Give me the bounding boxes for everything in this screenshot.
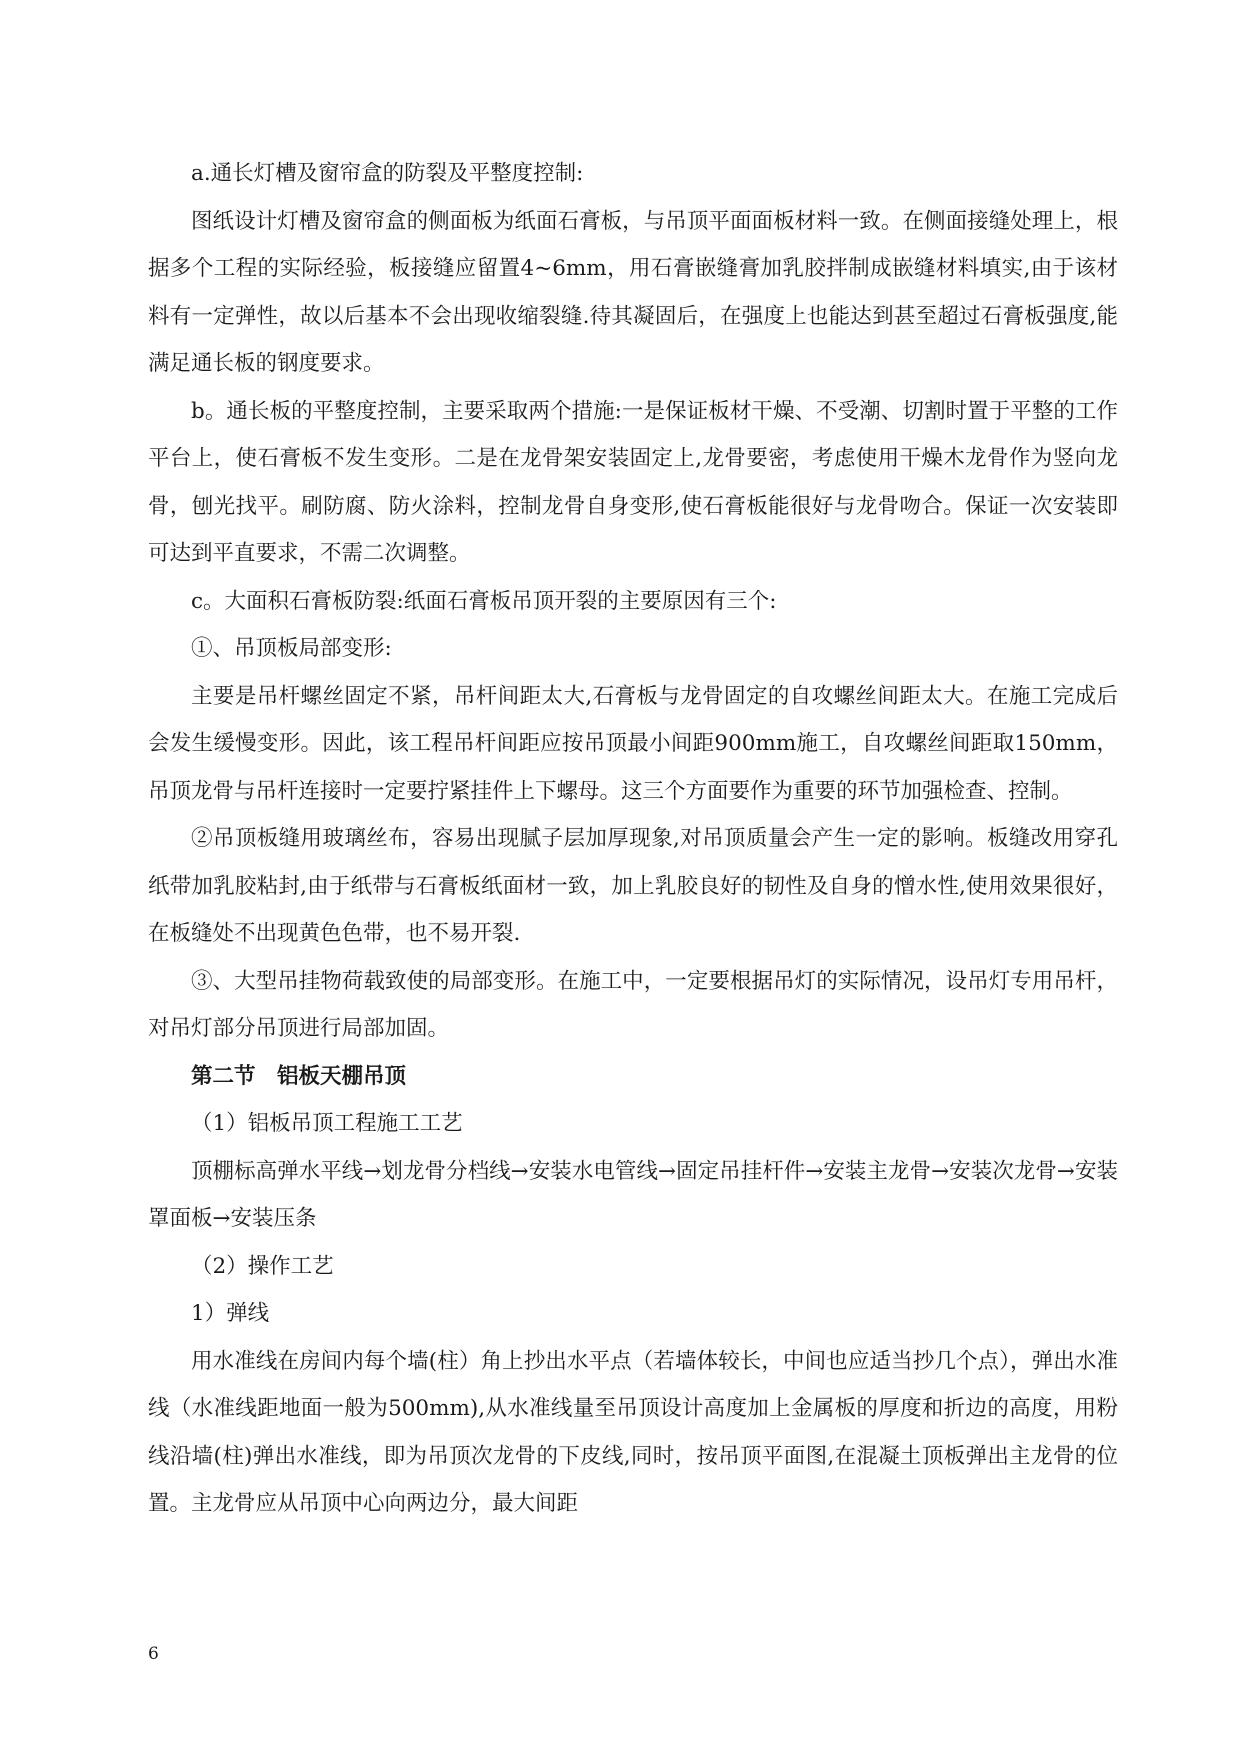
step-1-heading: 1）弹线 (191, 1301, 270, 1326)
paragraph-c1-body: 主要是吊杆螺丝固定不紧，吊杆间距太大,石膏板与龙骨固定的自攻螺丝间距太大。在施工完成后会发生缓慢变形。因此，该工程吊杆间距应按吊顶最小间距900mm施工，自攻螺丝间距取150mm，吊顶龙骨与吊杆连接时一定要拧紧挂件上下螺母。这三个方面要作为重要的环节加强检查、控制。 (148, 683, 1118, 804)
paragraph-c1-heading: ①、吊顶板局部变形: (191, 636, 392, 661)
paragraph-a-body: 图纸设计灯槽及窗帘盒的侧面板为纸面石膏板，与吊顶平面面板材料一致。在侧面接缝处理上，根据多个工程的实际经验，板接缝应留置4~6mm，用石膏嵌缝膏加乳胶拌制成嵌缝材料填实,由于该材料有一定弹性，故以后基本不会出现收缩裂缝.待其凝固后，在强度上也能达到甚至超过石膏板强度,能满足通长板的钢度要求。 (148, 208, 1118, 376)
paragraph-a-heading: a.通长灯槽及窗帘盒的防裂及平整度控制: (191, 161, 584, 186)
paragraph-c3: ③、大型吊挂物荷载致使的局部变形。在施工中，一定要根据吊灯的实际情况，设吊灯专用吊杆，对吊灯部分吊顶进行局部加固。 (148, 968, 1118, 1041)
section-heading: 第二节 铝板天棚吊顶 (191, 1063, 407, 1089)
subsection-1-heading: （1）铝板吊顶工程施工工艺 (191, 1111, 463, 1136)
step-1-body: 用水准线在房间内每个墙(柱）角上抄出水平点（若墙体较长，中间也应适当抄几个点），弹出水准线（水准线距地面一般为500mm),从水准线量至吊顶设计高度加上金属板的厚度和折边的高度，用粉线沿墙(柱)弹出水准线，即为吊顶次龙骨的下皮线,同时，按吊顶平面图,在混凝土顶板弹出主龙骨的位置。主龙骨应从吊顶中心向两边分，最大间距 (148, 1348, 1118, 1516)
page-number: 6 (148, 1644, 159, 1664)
paragraph-c-heading: c。大面积石膏板防裂:纸面石膏板吊顶开裂的主要原因有三个: (191, 588, 777, 614)
paragraph-c2: ②吊顶板缝用玻璃丝布，容易出现腻子层加厚现象,对吊顶质量会产生一定的影响。板缝改用穿孔纸带加乳胶粘封,由于纸带与石膏板纸面材一致，加上乳胶良好的韧性及自身的憎水性,使用效果很好，在板缝处不出现黄色色带，也不易开裂. (148, 826, 1118, 946)
process-flow: 顶棚标高弹水平线→划龙骨分档线→安装水电管线→固定吊挂杆件→安装主龙骨→安装次龙骨→安装罩面板→安装压条 (148, 1158, 1118, 1231)
document-body (148, 150, 1118, 1528)
subsection-2-heading: （2）操作工艺 (191, 1253, 334, 1279)
paragraph-b: b。通长板的平整度控制，主要采取两个措施:一是保证板材干燥、不受潮、切割时置于平整的工作平台上，使石膏板不发生变形。二是在龙骨架安装固定上,龙骨要密，考虑使用干燥木龙骨作为竖向龙骨，刨光找平。刷防腐、防火涂料，控制龙骨自身变形,使石膏板能很好与龙骨吻合。保证一次安装即可达到平直要求，不需二次调整。 (148, 398, 1118, 566)
